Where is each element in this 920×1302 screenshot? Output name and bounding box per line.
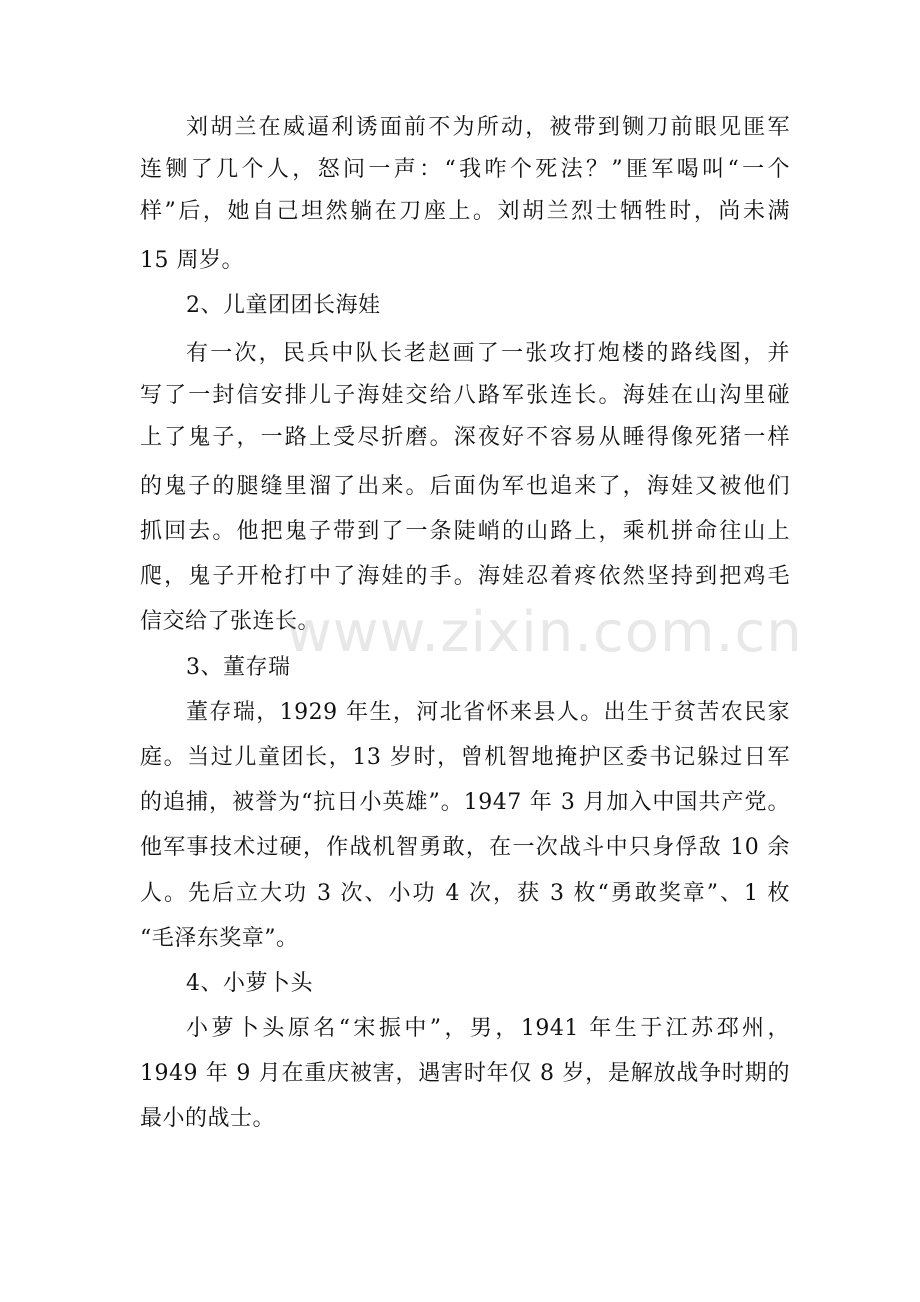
paragraph-line: 人。先后立大功 3 次、小功 4 次，获 3 枚“勇敢奖章”、1 枚 (140, 881, 790, 906)
watermark: www.zixin.com.cn (286, 600, 803, 665)
section-heading: 3、董存瑞 (186, 655, 291, 680)
paragraph-line: 的鬼子的腿缝里溜了出来。后面伪军也追来了，海娃又被他们 (140, 474, 790, 499)
paragraph-line: 抓回去。他把鬼子带到了一条陡峭的山路上，乘机拼命往山上 (140, 519, 790, 544)
paragraph-line: 的追捕，被誉为“抗日小英雄”。1947 年 3 月加入中国共产党。 (140, 790, 790, 815)
paragraph-line: 15 周岁。 (140, 248, 244, 273)
paragraph-line: 有一次，民兵中队长老赵画了一张攻打炮楼的路线图，并 (186, 341, 790, 366)
paragraph-line: “毛泽东奖章”。 (140, 926, 299, 951)
paragraph-line: 爬，鬼子开枪打中了海娃的手。海娃忍着疼依然坚持到把鸡毛 (140, 564, 790, 589)
paragraph-line: 1949 年 9 月在重庆被害，遇害时年仅 8 岁，是解放战争时期的 (140, 1061, 790, 1086)
paragraph-line: 信交给了张连长。 (140, 609, 321, 634)
section-heading: 4、小萝卜头 (186, 971, 313, 996)
paragraph-line: 董存瑞，1929 年生，河北省怀来县人。出生于贫苦农民家 (186, 700, 790, 725)
paragraph-line: 最小的战士。 (140, 1106, 276, 1131)
paragraph-line: 刘胡兰在威逼利诱面前不为所动，被带到铡刀前眼见匪军 (186, 115, 790, 140)
paragraph-line: 他军事技术过硬，作战机智勇敢，在一次战斗中只身俘敌 10 余 (140, 835, 790, 860)
paragraph-line: 连铡了几个人，怒问一声：“我咋个死法？”匪军喝叫“一个 (140, 157, 790, 182)
paragraph-line: 庭。当过儿童团长，13 岁时，曾机智地掩护区委书记躲过日军 (140, 745, 790, 770)
paragraph-line: 写了一封信安排儿子海娃交给八路军张连长。海娃在山沟里碰 (140, 383, 790, 408)
paragraph-line: 上了鬼子，一路上受尽折磨。深夜好不容易从睡得像死猪一样 (140, 425, 790, 450)
section-heading: 2、儿童团团长海娃 (186, 293, 381, 318)
paragraph-line: 样”后，她自己坦然躺在刀座上。刘胡兰烈士牺牲时，尚未满 (140, 199, 790, 224)
paragraph-line: 小萝卜头原名“宋振中”，男，1941 年生于江苏邳州， (186, 1016, 790, 1041)
